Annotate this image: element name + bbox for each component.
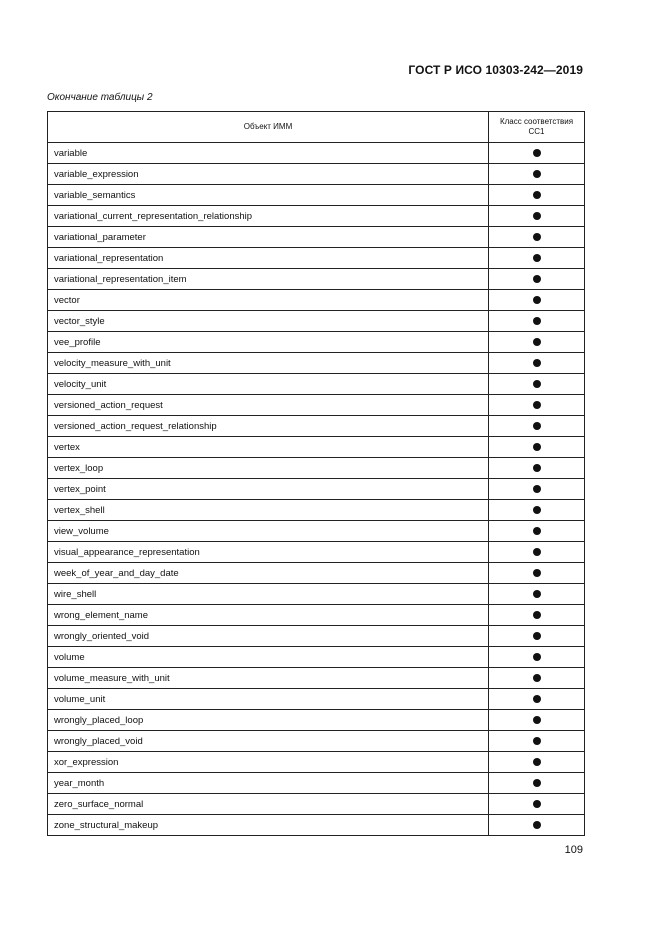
conformance-cell: [489, 248, 585, 269]
object-name-cell: vector: [48, 290, 489, 311]
bullet-dot-icon: [533, 422, 541, 430]
table-row: [48, 479, 585, 500]
table-row: [48, 500, 585, 521]
conformance-cell: [489, 458, 585, 479]
bullet-dot-icon: [533, 464, 541, 472]
table-row: [48, 773, 585, 794]
bullet-dot-icon: [533, 401, 541, 409]
bullet-dot-icon: [533, 653, 541, 661]
object-name-cell: variational_parameter: [48, 227, 489, 248]
bullet-dot-icon: [533, 758, 541, 766]
table-row: [48, 269, 585, 290]
object-name-cell: xor_expression: [48, 752, 489, 773]
table-row: [48, 311, 585, 332]
table-row: [48, 668, 585, 689]
conformance-cell: [489, 605, 585, 626]
conformance-cell: [489, 521, 585, 542]
object-name-cell: visual_appearance_representation: [48, 542, 489, 563]
object-name-cell: wrongly_placed_loop: [48, 710, 489, 731]
bullet-dot-icon: [533, 779, 541, 787]
bullet-dot-icon: [533, 254, 541, 262]
table-caption: Окончание таблицы 2: [47, 92, 153, 103]
conformance-cell: [489, 542, 585, 563]
object-name-cell: volume_measure_with_unit: [48, 668, 489, 689]
bullet-dot-icon: [533, 800, 541, 808]
table-row: [48, 605, 585, 626]
object-name-cell: variational_representation_item: [48, 269, 489, 290]
conformance-cell: [489, 584, 585, 605]
table-row: [48, 710, 585, 731]
object-name-cell: vee_profile: [48, 332, 489, 353]
bullet-dot-icon: [533, 695, 541, 703]
conformance-cell: [489, 815, 585, 836]
bullet-dot-icon: [533, 611, 541, 619]
object-name-cell: volume_unit: [48, 689, 489, 710]
object-name-cell: wrongly_placed_void: [48, 731, 489, 752]
table-row: [48, 542, 585, 563]
object-name-cell: variational_representation: [48, 248, 489, 269]
object-name-cell: variational_current_representation_relationship: [48, 206, 489, 227]
bullet-dot-icon: [533, 359, 541, 367]
conformance-cell: [489, 416, 585, 437]
object-name-cell: velocity_unit: [48, 374, 489, 395]
object-name-cell: year_month: [48, 773, 489, 794]
table-row: [48, 353, 585, 374]
bullet-dot-icon: [533, 443, 541, 451]
table-row: [48, 164, 585, 185]
table-row: [48, 815, 585, 836]
table-header-row: [48, 112, 585, 143]
conformance-cell: [489, 227, 585, 248]
table-row: [48, 290, 585, 311]
table-row: [48, 143, 585, 164]
object-name-cell: velocity_measure_with_unit: [48, 353, 489, 374]
conformance-cell: [489, 374, 585, 395]
table-row: [48, 248, 585, 269]
object-name-cell: versioned_action_request: [48, 395, 489, 416]
bullet-dot-icon: [533, 716, 541, 724]
conformance-table: [47, 111, 585, 836]
bullet-dot-icon: [533, 737, 541, 745]
bullet-dot-icon: [533, 821, 541, 829]
bullet-dot-icon: [533, 569, 541, 577]
table-row: [48, 563, 585, 584]
document-standard-header: ГОСТ Р ИСО 10303-242—2019: [408, 63, 583, 77]
object-name-cell: volume: [48, 647, 489, 668]
bullet-dot-icon: [533, 485, 541, 493]
table-row: [48, 521, 585, 542]
bullet-dot-icon: [533, 632, 541, 640]
conformance-cell: [489, 269, 585, 290]
bullet-dot-icon: [533, 170, 541, 178]
object-name-cell: week_of_year_and_day_date: [48, 563, 489, 584]
column-header-object: Объект ИММ: [48, 112, 489, 143]
bullet-dot-icon: [533, 317, 541, 325]
conformance-cell: [489, 773, 585, 794]
table-row: [48, 206, 585, 227]
object-name-cell: wrongly_oriented_void: [48, 626, 489, 647]
column-header-conformance-class: [489, 112, 585, 143]
object-name-cell: vertex_point: [48, 479, 489, 500]
object-name-cell: vertex_loop: [48, 458, 489, 479]
object-name-cell: versioned_action_request_relationship: [48, 416, 489, 437]
conformance-cell: [489, 752, 585, 773]
conformance-cell: [489, 668, 585, 689]
object-name-cell: zero_surface_normal: [48, 794, 489, 815]
conformance-cell: [489, 143, 585, 164]
object-name-cell: variable: [48, 143, 489, 164]
conformance-cell: [489, 479, 585, 500]
table-row: [48, 626, 585, 647]
table-row: [48, 794, 585, 815]
bullet-dot-icon: [533, 506, 541, 514]
conformance-cell: [489, 290, 585, 311]
table-row: [48, 332, 585, 353]
column-header-class-line1: Класс соответствия: [499, 117, 574, 126]
conformance-cell: [489, 689, 585, 710]
table-row: [48, 584, 585, 605]
object-name-cell: view_volume: [48, 521, 489, 542]
table-row: [48, 647, 585, 668]
conformance-cell: [489, 710, 585, 731]
conformance-cell: [489, 626, 585, 647]
bullet-dot-icon: [533, 233, 541, 241]
bullet-dot-icon: [533, 212, 541, 220]
conformance-cell: [489, 437, 585, 458]
bullet-dot-icon: [533, 191, 541, 199]
bullet-dot-icon: [533, 527, 541, 535]
object-name-cell: variable_expression: [48, 164, 489, 185]
bullet-dot-icon: [533, 275, 541, 283]
bullet-dot-icon: [533, 590, 541, 598]
object-name-cell: wire_shell: [48, 584, 489, 605]
conformance-cell: [489, 563, 585, 584]
conformance-cell: [489, 794, 585, 815]
table-row: [48, 416, 585, 437]
page-number: 109: [564, 844, 583, 856]
table-row: [48, 437, 585, 458]
conformance-cell: [489, 185, 585, 206]
object-name-cell: vector_style: [48, 311, 489, 332]
conformance-cell: [489, 164, 585, 185]
conformance-cell: [489, 353, 585, 374]
table-row: [48, 689, 585, 710]
table-row: [48, 752, 585, 773]
table-row: [48, 374, 585, 395]
bullet-dot-icon: [533, 380, 541, 388]
bullet-dot-icon: [533, 296, 541, 304]
conformance-cell: [489, 731, 585, 752]
object-name-cell: variable_semantics: [48, 185, 489, 206]
conformance-cell: [489, 332, 585, 353]
object-name-cell: wrong_element_name: [48, 605, 489, 626]
table-row: [48, 731, 585, 752]
table-row: [48, 458, 585, 479]
table-row: [48, 185, 585, 206]
conformance-cell: [489, 395, 585, 416]
table-row: [48, 395, 585, 416]
object-name-cell: vertex_shell: [48, 500, 489, 521]
column-header-class-line2: СС1: [528, 127, 545, 136]
conformance-cell: [489, 206, 585, 227]
object-name-cell: vertex: [48, 437, 489, 458]
table-row: [48, 227, 585, 248]
bullet-dot-icon: [533, 338, 541, 346]
bullet-dot-icon: [533, 149, 541, 157]
conformance-cell: [489, 647, 585, 668]
bullet-dot-icon: [533, 548, 541, 556]
conformance-cell: [489, 500, 585, 521]
object-name-cell: zone_structural_makeup: [48, 815, 489, 836]
conformance-cell: [489, 311, 585, 332]
table-body: [48, 143, 585, 836]
bullet-dot-icon: [533, 674, 541, 682]
